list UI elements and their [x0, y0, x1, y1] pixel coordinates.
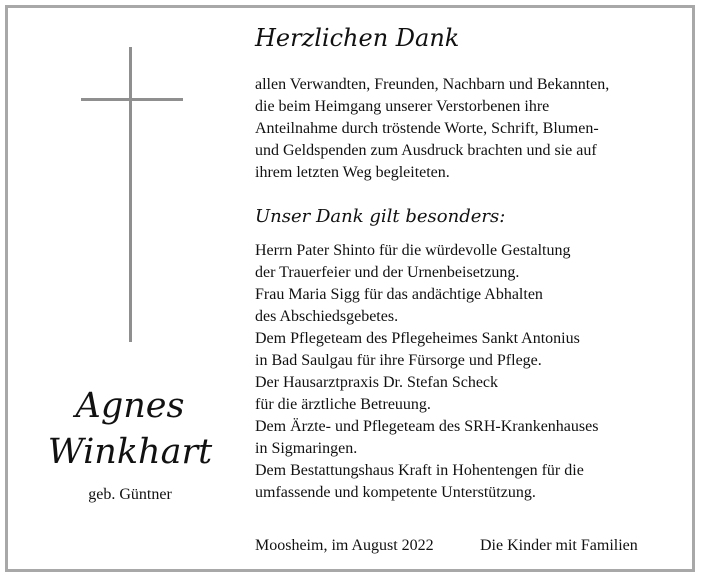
section-subtitle: Unser Dank gilt besonders:: [255, 206, 506, 227]
thanks-line: Dem Bestattungshaus Kraft in Hohentengen für die: [255, 462, 584, 479]
maiden-name: geb. Güntner: [88, 486, 172, 503]
thanks-line: Der Hausarztpraxis Dr. Stefan Scheck: [255, 374, 499, 391]
place-date: Moosheim, im August 2022: [255, 537, 434, 554]
thanks-line: des Abschiedsgebetes.: [255, 308, 399, 325]
signature: Die Kinder mit Familien: [480, 537, 638, 554]
thanks-line: Dem Ärzte- und Pflegeteam des SRH-Krankenhauses: [255, 418, 599, 435]
heading-title: Herzlichen Dank: [255, 24, 460, 52]
thanks-paragraph: [255, 240, 675, 504]
intro-line: und Geldspenden zum Ausdruck brachten und sie auf: [255, 142, 597, 159]
thanks-line: in Bad Saulgau für ihre Fürsorge und Pflege.: [255, 352, 542, 369]
thanks-line: Dem Pflegeteam des Pflegeheimes Sankt Antonius: [255, 330, 580, 347]
thanks-line: in Sigmaringen.: [255, 440, 358, 457]
intro-line: ihrem letzten Weg begleiteten.: [255, 164, 450, 181]
cross-icon: [129, 47, 132, 342]
thanks-line: für die ärztliche Betreuung.: [255, 396, 431, 413]
intro-paragraph: [255, 74, 675, 184]
cross-icon-bar: [81, 98, 183, 101]
thanks-line: umfassende und kompetente Unterstützung.: [255, 484, 536, 501]
thanks-line: der Trauerfeier und der Urnenbeisetzung.: [255, 264, 520, 281]
intro-line: allen Verwandten, Freunden, Nachbarn und Bekannten,: [255, 76, 610, 93]
deceased-last-name: Winkhart: [47, 432, 213, 472]
deceased-first-name: Agnes: [75, 386, 185, 426]
intro-line: Anteilnahme durch tröstende Worte, Schrift, Blumen-: [255, 120, 599, 137]
thanks-line: Herrn Pater Shinto für die würdevolle Gestaltung: [255, 242, 571, 259]
thanks-line: Frau Maria Sigg für das andächtige Abhalten: [255, 286, 543, 303]
intro-line: die beim Heimgang unserer Verstorbenen ihre: [255, 98, 550, 115]
